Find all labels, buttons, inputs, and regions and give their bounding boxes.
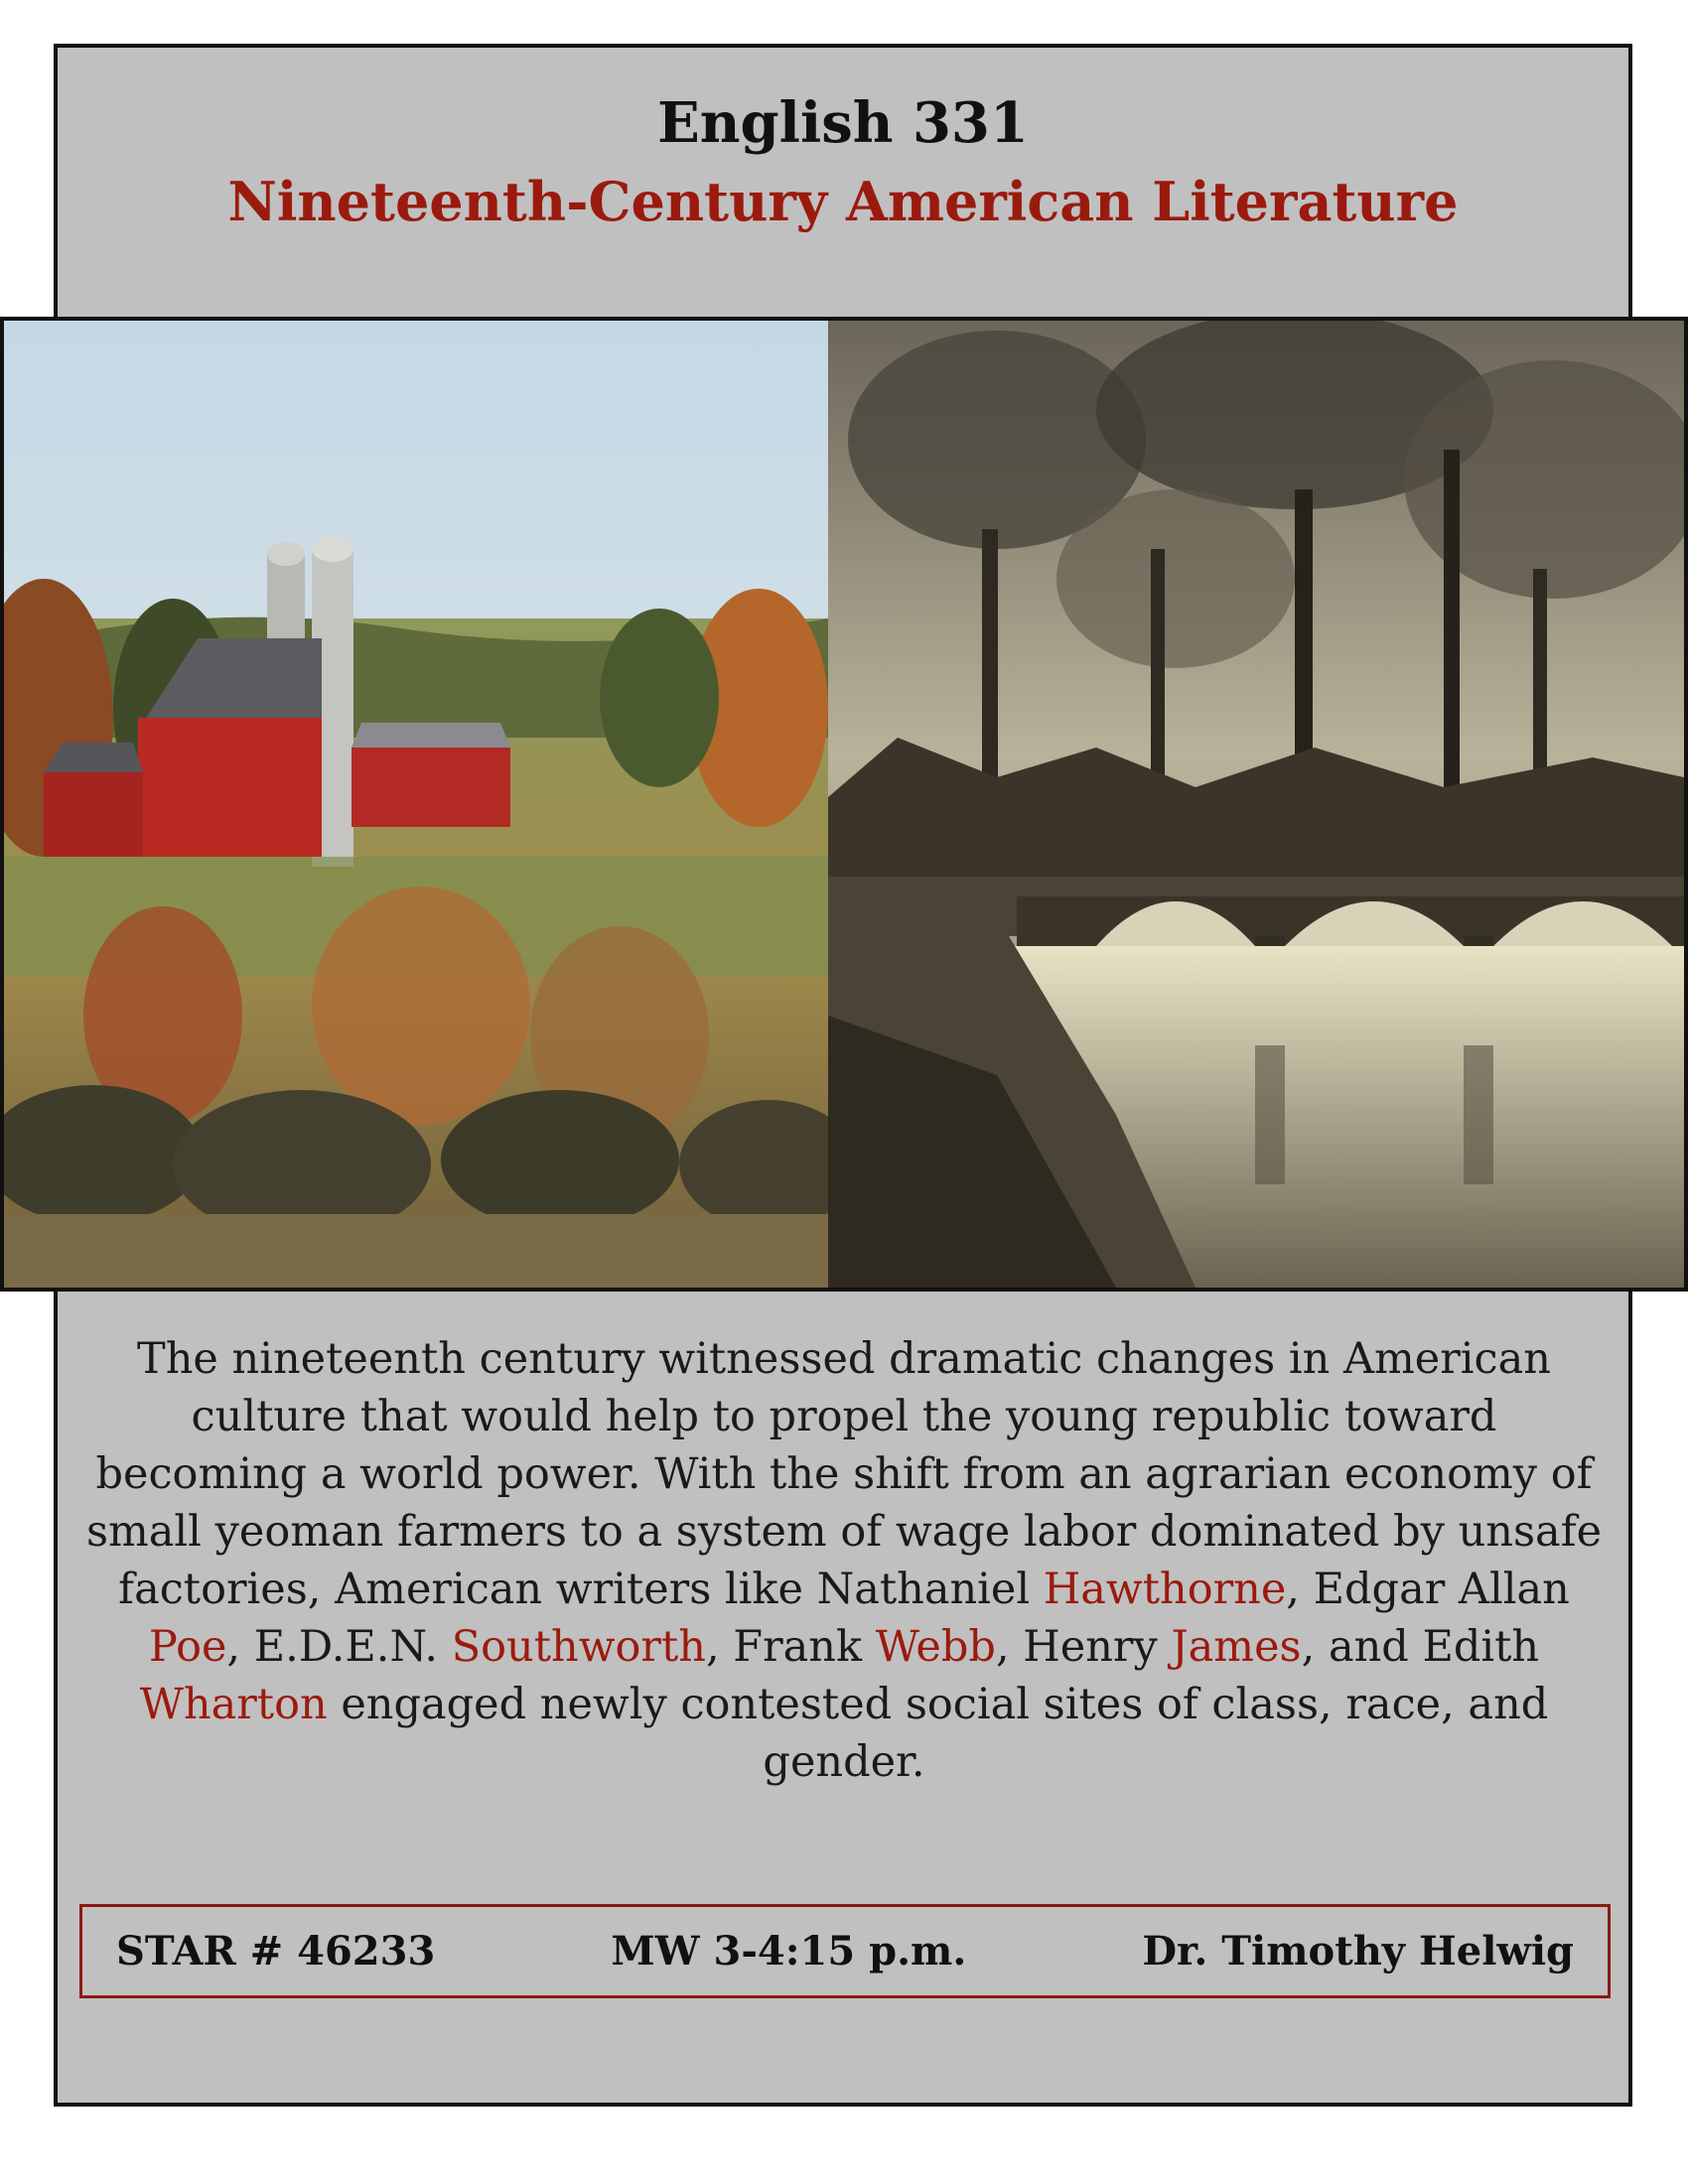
course-info-bar [79, 1904, 1611, 1998]
description-text: The nineteenth century witnessed dramatic changes in American culture that would help to propel the young republic toward becoming a world power. With the shift from an agrarian economy of small yeoman farmers to a system of wage labor dominated by unsafe factories, American writers like Nathaniel [85, 1334, 1603, 1614]
author-name: Poe [148, 1622, 227, 1672]
description-text: , and Edith [1301, 1622, 1540, 1672]
header-image [0, 317, 1688, 1292]
industrial-scene [828, 321, 1684, 1288]
author-name: James [1171, 1622, 1302, 1672]
author-name: Southworth [451, 1622, 706, 1672]
author-name: Wharton [139, 1680, 328, 1729]
author-name: Hawthorne [1043, 1565, 1287, 1614]
description-text: engaged newly contested social sites of class, race, and gender. [327, 1680, 1549, 1787]
title-block [58, 87, 1628, 240]
course-number: English 331 [657, 90, 1029, 156]
description-text: , Frank [705, 1622, 876, 1672]
course-description [79, 1330, 1609, 1791]
star-number: STAR # 46233 [116, 1928, 436, 1975]
description-text: , E.D.E.N. [226, 1622, 452, 1672]
farm-scene [4, 321, 858, 1288]
course-title: Nineteenth-Century American Literature [227, 170, 1459, 233]
author-name: Webb [875, 1622, 996, 1672]
description-text: , Henry [995, 1622, 1172, 1672]
description-text: , Edgar Allan [1286, 1565, 1570, 1614]
instructor-name: Dr. Timothy Helwig [1142, 1928, 1574, 1975]
meeting-time: MW 3-4:15 p.m. [611, 1928, 967, 1975]
